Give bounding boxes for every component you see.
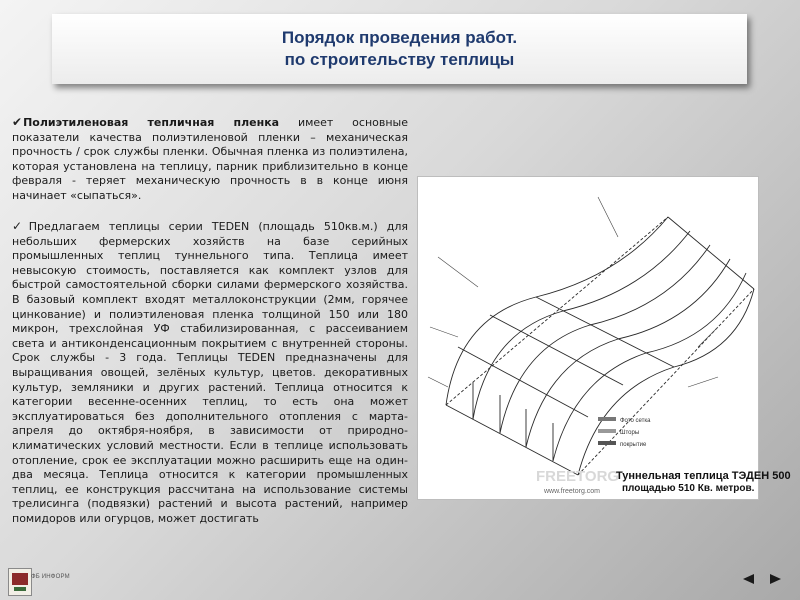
drawing-caption-line-2: площадью 510 Кв. метров. xyxy=(622,483,755,494)
greenhouse-drawing xyxy=(417,176,791,500)
logo-graphic xyxy=(9,569,31,595)
legend-item: Фото сетка xyxy=(620,418,651,424)
page-title-line-2: по строительству теплицы xyxy=(284,50,515,69)
next-slide-button[interactable] xyxy=(768,572,784,586)
paragraph-teden xyxy=(12,219,408,587)
legend-item: Шторы xyxy=(620,430,640,436)
logo-text: ФБ ИНФОРМ xyxy=(31,574,70,580)
greenhouse-illustration xyxy=(418,177,791,499)
paragraph-film-lead: Полиэтиленовая тепличная пленка xyxy=(23,116,280,129)
checkmark-icon: ✔ xyxy=(12,115,23,129)
prev-arrow-icon xyxy=(741,573,755,585)
watermark-text: FREETORG xyxy=(536,468,620,485)
next-arrow-icon xyxy=(769,573,783,585)
greenhouse-frame xyxy=(446,217,754,475)
title-banner xyxy=(52,14,747,84)
paragraph-film xyxy=(12,115,408,204)
drawing-caption-line-1: Туннельная теплица ТЭДЕН 500 xyxy=(616,470,791,482)
previous-slide-button[interactable] xyxy=(740,572,756,586)
paragraph-teden-text: Предлагаем теплицы серии TEDEN (площадь 510кв.м.) для небольших фермерских хозяйств на базе серийных промышленных теплиц туннельного типа. Теплица имеет невысокую стоимость, поставляется как комплект узлов для быстрой самостоятельной сборки силами фермерского хозяйства. В базовый комплект входят металлоконструкции (2мм, горячее цинкование) и полиэтиленовая пленка толщиной 150 или 180 микрон, трехслойная УФ стабилизированная, с рассеиванием света и антиконденсационным покрытием с внутренней стороны. Срок службы - 3 года. Теплицы TEDEN предназначены для выращивания овощей, зелёных культур, цветов. декоративных культур, земляники и других растений. Теплица относится к категории весенне-осенних теплиц, то есть она может эксплуатироваться без дополнительного отопления с марта-апреля до октября-ноября, в зависимости от природно-климатических условий местности. Если в теплице использовать отопление, срок ее эксплуатации можно расширить еще на один-два месяца. Теплица относится к категории промышленных теплиц, ее конструкция рассчитана на использование системы трелисинга (подвязки) растений и высота растений, например помидоров или огурцов, может достигать xyxy=(12,220,408,525)
drawing-website: www.freetorg.com xyxy=(544,488,601,495)
checkmark-icon: ✓ xyxy=(12,219,28,233)
page-title-line-1: Порядок проведения работ. xyxy=(281,28,518,47)
legend-item: покрытие xyxy=(620,442,647,448)
paragraph-film-text: имеет основные показатели качества полиэтиленовой пленки – механическая прочность / срок службы пленки. Обычная пленка из полиэтилена, которая установлена на теплицу, парник приблизительно в конце февраля - теряет механическую прочность в в конце июня начинает «сыпаться». xyxy=(12,116,408,202)
logo-icon xyxy=(8,568,32,596)
legend-swatches xyxy=(598,417,616,445)
